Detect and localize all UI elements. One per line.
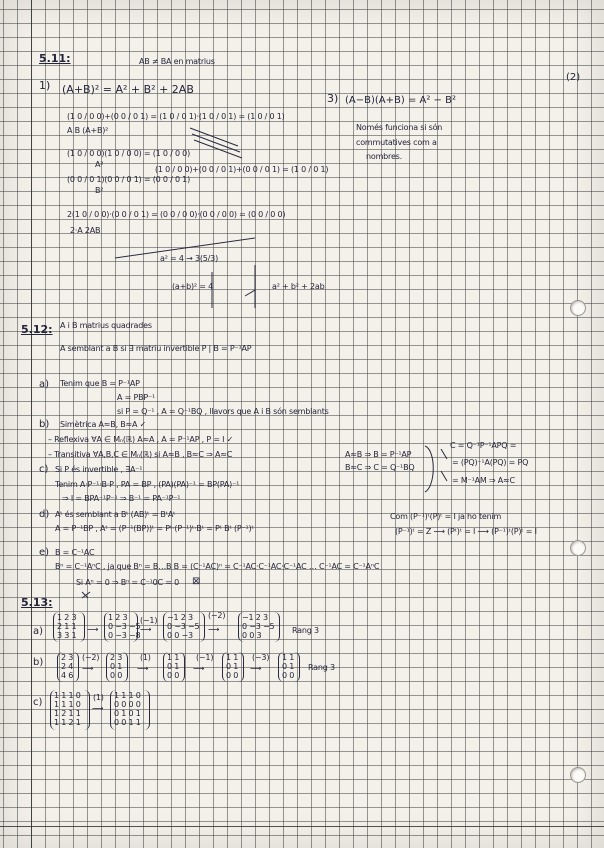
matrix-13a-4 bbox=[238, 612, 280, 642]
rank-13a: Rang 3 bbox=[292, 626, 319, 635]
row-op-13b-2: (1) bbox=[140, 653, 151, 662]
part-1-row-2: (1 0 / 0 0)(1 0 / 0 0) = (1 0 / 0 0) bbox=[67, 149, 190, 158]
part-1-row-3-right: (1 0 / 0 0)+(0 0 / 0 1)+(0 0 / 0 1) = (1 0 / 0 1) bbox=[155, 165, 329, 174]
matrix-row: 1 2 3 bbox=[57, 613, 77, 622]
part-13a-label: a) bbox=[33, 626, 44, 637]
matrix-row: 1 1 1 0 bbox=[54, 691, 81, 700]
matrix-row: 0 1 bbox=[226, 662, 239, 671]
matrix-row: 3 3 1 bbox=[57, 631, 77, 640]
section-5-13-heading: 5.13: bbox=[21, 596, 53, 609]
matrix-row: 0 0 bbox=[110, 671, 123, 680]
part-a-line-1: Tenim que B = P⁻¹AP bbox=[60, 379, 140, 388]
part-1-equation: (A+B)² = A² + B² + 2AB bbox=[62, 83, 194, 96]
arrow: ⟶ bbox=[193, 664, 205, 673]
matrix-13a-2 bbox=[104, 612, 141, 642]
part-b-transitive-r4: = (PQ)⁻¹A(PQ) = PQ bbox=[452, 458, 529, 467]
part-d-line-1: Aᵗ és semblant a Bᵗ (AB)ᵗ = BᵗAᵗ bbox=[55, 510, 176, 519]
part-1-row-1-sub: A B (A+B)² bbox=[67, 126, 109, 135]
arrow: ⟶ bbox=[82, 664, 94, 673]
part-d-line-3: Com (P⁻¹)ᵗ(P)ᵗ = I ja ho tenim bbox=[390, 512, 502, 521]
part-13b-label: b) bbox=[33, 657, 44, 668]
part-b-transitive-r5: = M⁻¹AM ⇒ A≈C bbox=[452, 476, 515, 485]
matrix-row: 1 1 bbox=[282, 653, 295, 662]
part-3-equation: (A−B)(A+B) = A² − B² bbox=[345, 95, 456, 106]
matrix-row: 0 0 bbox=[226, 671, 239, 680]
part-b-transitive-r2: B≈C ⇒ C = Q⁻¹BQ bbox=[345, 463, 415, 472]
matrix-row: 0 1 bbox=[167, 662, 180, 671]
page-number: (2) bbox=[566, 72, 581, 83]
row-op-13b-3: (−1) bbox=[196, 653, 214, 662]
matrix-row: 1 2 1 1 bbox=[54, 709, 81, 718]
part-b-transitive: – Transitiva ∀A,B,C ∈ Mₙ(ℝ) si A≈B , B≈C ⇒ A≈C bbox=[48, 450, 233, 459]
matrix-13b-2 bbox=[106, 652, 128, 682]
section-5-11-heading: 5.11: bbox=[39, 52, 71, 65]
arrow: ⟶ bbox=[208, 625, 220, 634]
matrix-13c-1 bbox=[50, 690, 90, 730]
matrix-row: 0 −3 −5 bbox=[167, 622, 200, 631]
part-1-row-3: (0 0 / 0 1)(0 0 / 0 1) = (0 0 / 0 1) bbox=[67, 175, 190, 184]
matrix-13a-3 bbox=[163, 612, 205, 642]
rank-13b: Rang 3 bbox=[308, 663, 335, 672]
arrow: ⟶ bbox=[92, 704, 104, 713]
matrix-13b-3 bbox=[163, 652, 185, 682]
matrix-row: 1 1 bbox=[167, 653, 180, 662]
part-b-transitive-r3: C = Q⁻¹P⁻¹APQ = bbox=[450, 441, 517, 450]
section-5-12-heading: 5.12: bbox=[21, 323, 53, 336]
arrow: ⟶ bbox=[137, 664, 149, 673]
matrix-row: 0 −3 −5 bbox=[108, 622, 141, 631]
part-a-line-3: si P = Q⁻¹ , A = Q⁻¹BQ , llavors que A i B són semblants bbox=[117, 407, 329, 416]
matrix-row: 0 0 1 1 bbox=[114, 718, 141, 727]
matrix-13c-2 bbox=[110, 690, 150, 730]
matrix-row: 1 2 3 bbox=[108, 613, 128, 622]
matrix-row: 0 0 bbox=[167, 671, 180, 680]
arrow: ⟶ bbox=[87, 625, 99, 634]
part-1-row-4: 2(1 0 / 0 0)·(0 0 / 0 1) = (0 0 / 0 0)·(0 0 / 0 0) = (0 0 / 0 0) bbox=[67, 210, 286, 219]
matrix-row: 4 6 bbox=[61, 671, 74, 680]
part-b-transitive-r1: A≈B ⇒ B = P⁻¹AP bbox=[345, 450, 412, 459]
part-d-label: d) bbox=[39, 509, 50, 520]
part-c-line-2: Tenim A·P⁻¹·B·P , PA = BP , (PA)(PA)⁻¹ = BP(PA)⁻¹ bbox=[55, 480, 240, 489]
part-b-reflexive: – Reflexiva ∀A ∈ Mₙ(ℝ) A≈A , A = P⁻¹AP , P = I ✓ bbox=[48, 435, 234, 444]
part-d-line-4: (P⁻¹)ᵗ = Z ⟶ (Pᵗ)ᵗ = I ⟶ (P⁻¹)ᵗ(P)ᵗ = I bbox=[395, 527, 537, 536]
part-1-calc-1: a² = 4 → 3(5/3) bbox=[160, 254, 218, 263]
matrix-row: 0 0 0 0 bbox=[114, 700, 141, 709]
part-c-label: c) bbox=[39, 464, 49, 475]
part-1-row-3-sub: B² bbox=[95, 186, 104, 195]
part-c-line-1: Si P és invertible , ∃A⁻¹ bbox=[55, 465, 143, 474]
matrix-row: 0 0 3 bbox=[242, 631, 262, 640]
row-op-13b-1: (−2) bbox=[82, 653, 100, 662]
part-e-label: e) bbox=[39, 547, 50, 558]
part-b-label: b) bbox=[39, 419, 50, 430]
matrix-row: 1 1 1 0 bbox=[114, 691, 141, 700]
arrow: ⟶ bbox=[140, 625, 152, 634]
matrix-row: 0 0 bbox=[282, 671, 295, 680]
part-1-calc-2: (a+b)² = 4 bbox=[172, 282, 214, 291]
matrix-row: 0 0 −3 bbox=[167, 631, 193, 640]
note-ab-not-ba: AB ≠ BA en matrius bbox=[139, 57, 215, 66]
part-3-label: 3) bbox=[327, 92, 339, 105]
part-3-note-line-1: Només funciona si són bbox=[356, 123, 443, 132]
matrix-row: −1 2 3 bbox=[242, 613, 268, 622]
part-3-note-line-3: nombres. bbox=[366, 152, 402, 161]
arrow: ⟶ bbox=[250, 664, 262, 673]
matrix-13b-4 bbox=[222, 652, 244, 682]
matrix-row: 0 −3 −5 bbox=[242, 622, 275, 631]
part-c-line-3: ⇒ I = BPA⁻¹P⁻¹ ⇒ B⁻¹ = PA⁻¹P⁻¹ bbox=[62, 494, 181, 503]
part-a-label: a) bbox=[39, 379, 50, 390]
part-1-label: 1) bbox=[39, 79, 51, 92]
part-13c-label: c) bbox=[33, 697, 43, 708]
section-5-12-title: A i B matrius quadrades bbox=[60, 321, 152, 330]
similarity-definition: A semblant a B si ∃ matriu invertible P | B = P⁻¹AP bbox=[60, 344, 252, 353]
row-op-13c-1: (1) bbox=[93, 693, 104, 702]
matrix-row: 0 1 0 1 bbox=[114, 709, 141, 718]
matrix-row: 2 1 1 bbox=[57, 622, 77, 631]
part-e-line-1: B = C⁻¹AC bbox=[55, 548, 95, 557]
row-op-13a-1: (−1) bbox=[140, 616, 158, 625]
matrix-row: 2 4 bbox=[61, 662, 74, 671]
matrix-row: 0 1 bbox=[110, 662, 123, 671]
row-op-13a-2: (−2) bbox=[208, 611, 226, 620]
part-e-line-3: Si Aⁿ = 0 ⇒ Bⁿ = C⁻¹0C = 0 bbox=[76, 578, 180, 587]
part-1-row-2-sub: A² bbox=[95, 160, 104, 169]
matrix-row: 2 3 bbox=[61, 653, 74, 662]
part-e-line-2: Bⁿ = C⁻¹AⁿC , ja que Bⁿ = B…B B = (C⁻¹AC)ⁿ = C⁻¹AC·C⁻¹AC·C⁻¹AC … C⁻¹AC = C⁻¹AⁿC bbox=[55, 562, 380, 571]
matrix-row: 1 1 2 1 bbox=[54, 718, 81, 727]
part-d-line-2: A = P⁻¹BP , Aᵗ = (P⁻¹(BP))ᵗ = Pᵗ·(P⁻¹)ᵗ·Bᵗ = Pᵗ Bᵗ (P⁻¹)ᵗ bbox=[55, 524, 254, 533]
part-3-note-line-2: commutatives com a bbox=[356, 138, 437, 147]
matrix-row: 1 1 bbox=[226, 653, 239, 662]
part-1-row-1: (1 0 / 0 0)+(0 0 / 0 1) = (1 0 / 0 1)·(1 0 / 0 1) = (1 0 / 0 1) bbox=[67, 112, 285, 121]
matrix-row: 0 −3 −8 bbox=[108, 631, 141, 640]
part-a-line-2: A = PBP⁻¹ bbox=[117, 393, 156, 402]
matrix-row: 1 1 1 0 bbox=[54, 700, 81, 709]
matrix-row: −1 2 3 bbox=[167, 613, 193, 622]
row-op-13b-4: (−3) bbox=[252, 653, 270, 662]
matrix-13a-1 bbox=[53, 612, 85, 642]
matrix-row: 2 3 bbox=[110, 653, 123, 662]
part-1-row-4-sub: 2·A 2AB bbox=[70, 226, 101, 235]
part-1-calc-3: a² + b² + 2ab bbox=[272, 282, 325, 291]
part-b-symmetric: Simètrica A≈B, B≈A ✓ bbox=[60, 420, 147, 429]
matrix-13b-5 bbox=[278, 652, 300, 682]
part-e-end-mark: ⊠ bbox=[192, 576, 201, 587]
matrix-13b-1 bbox=[57, 652, 79, 682]
matrix-row: 0 1 bbox=[282, 662, 295, 671]
